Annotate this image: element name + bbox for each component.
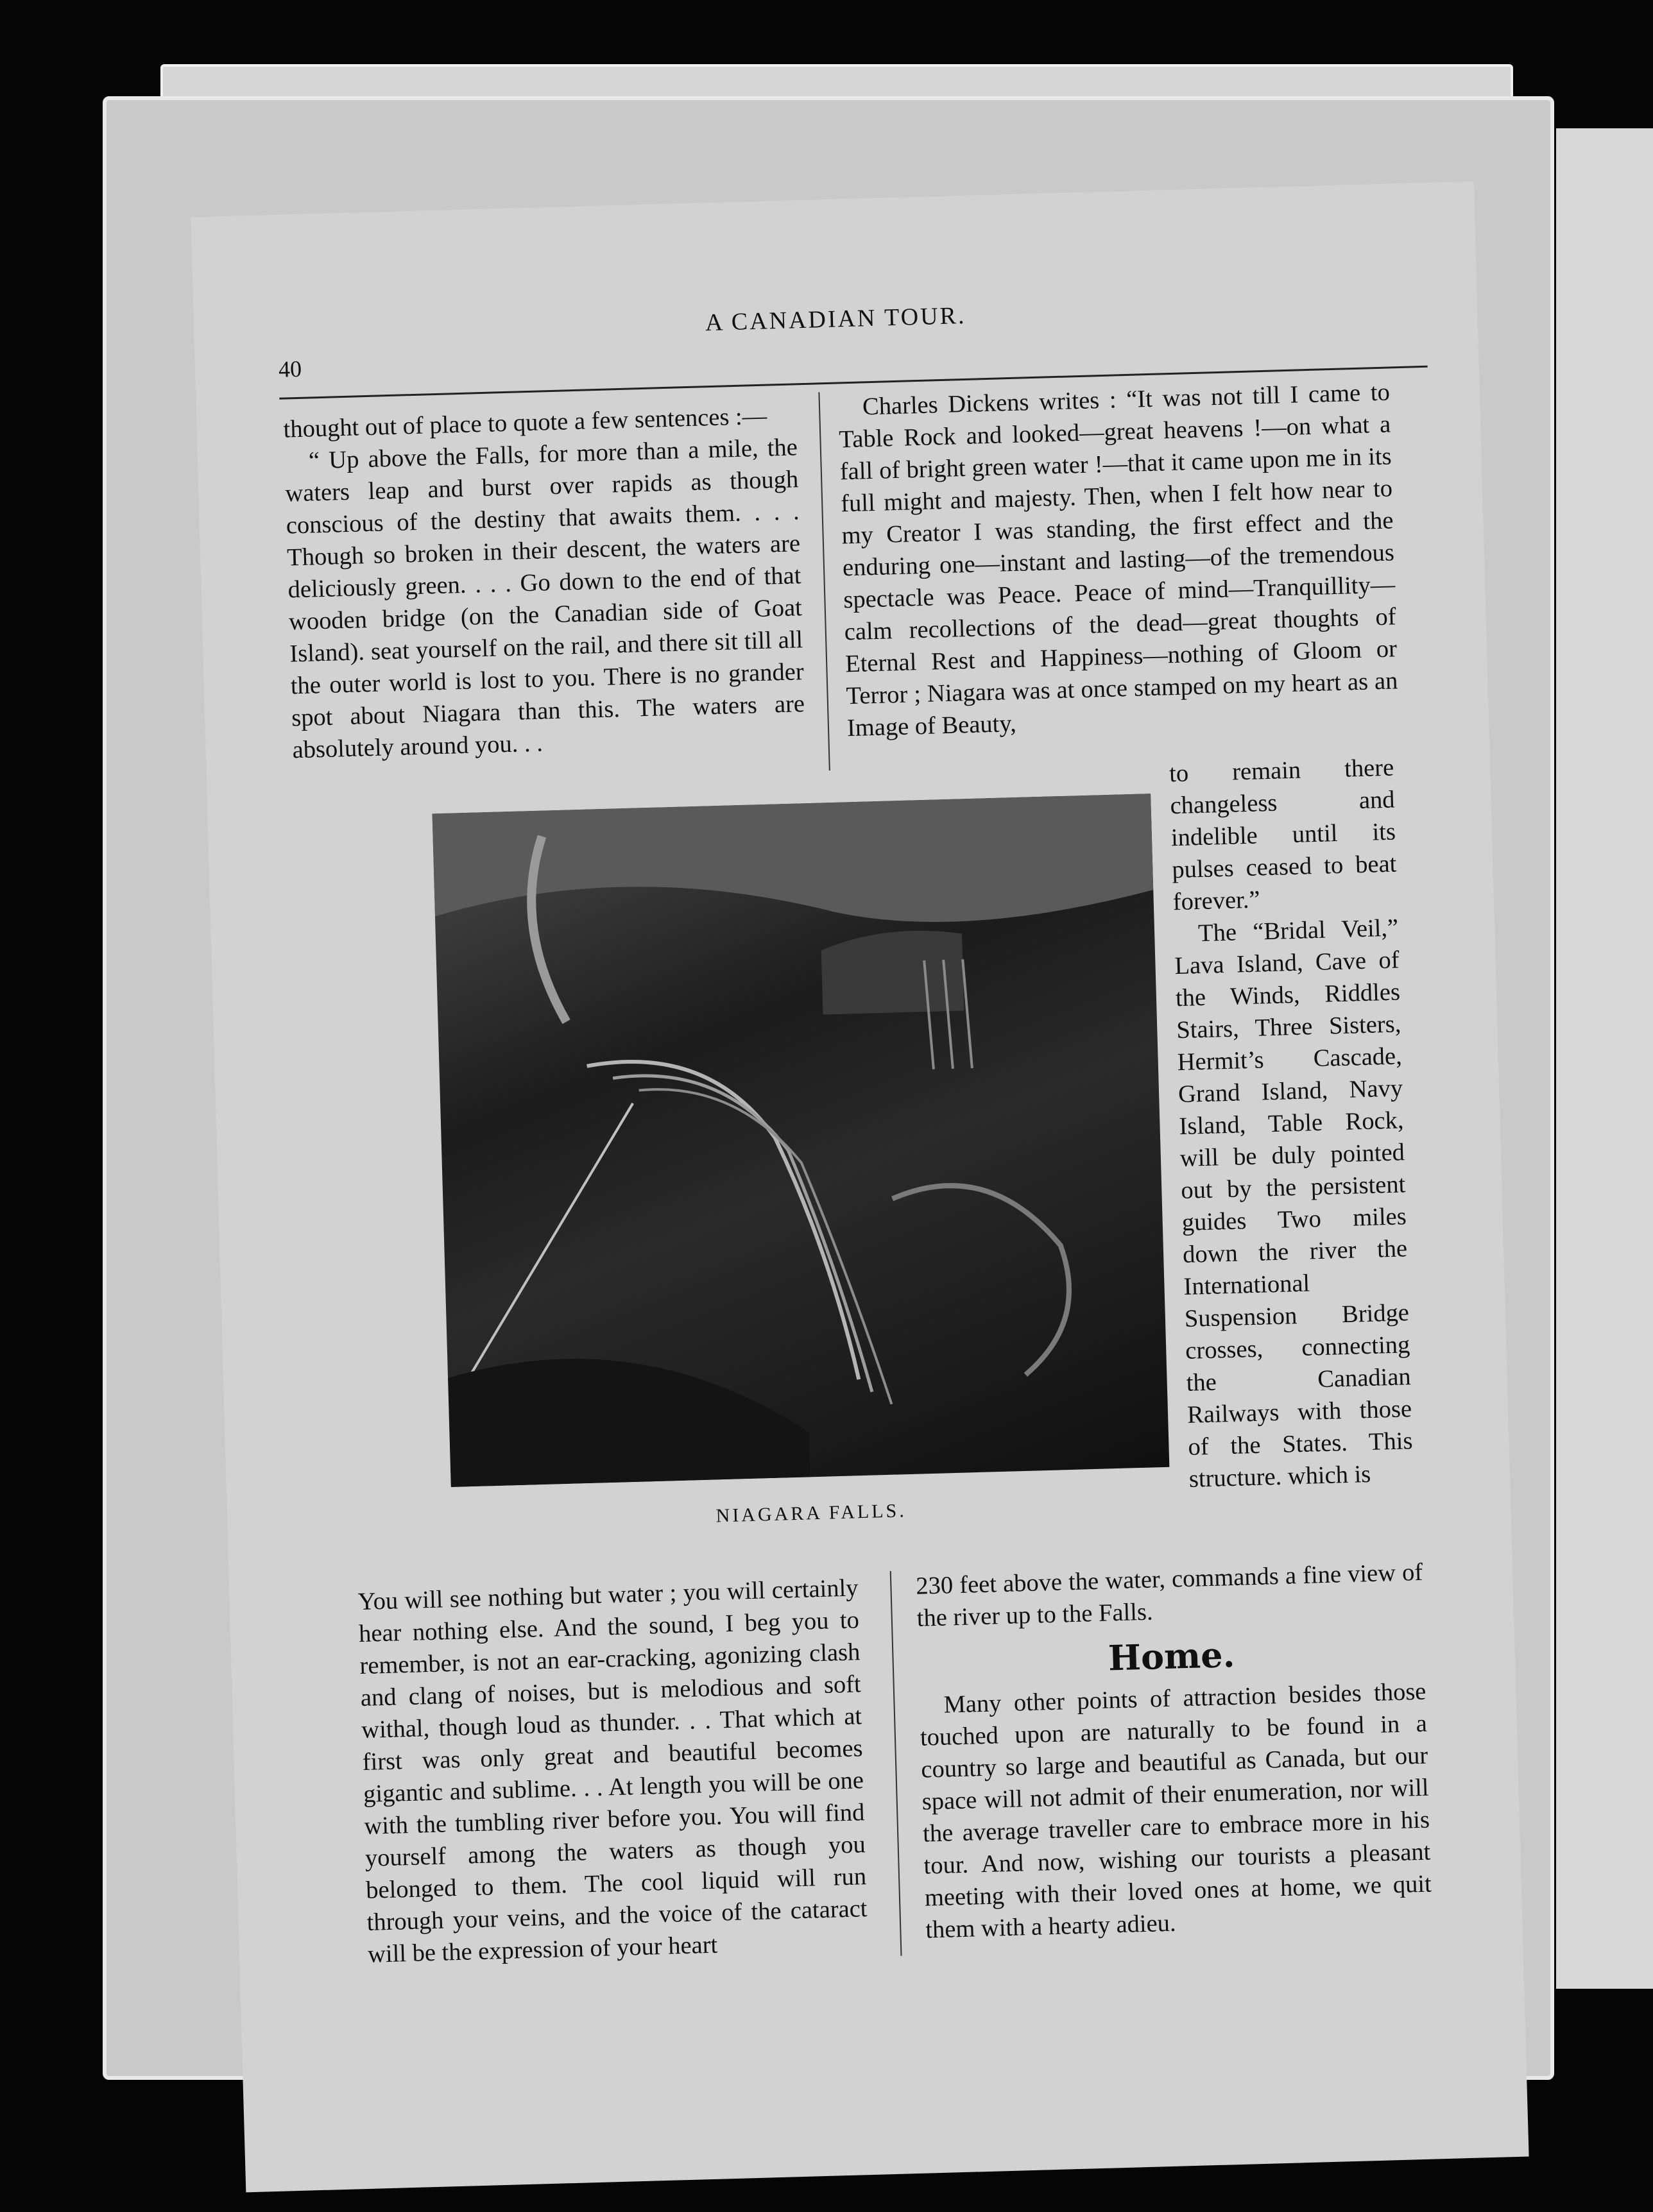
engraving-illustration [433, 794, 1170, 1487]
scanned-page [191, 182, 1529, 2193]
paragraph: to remain there changeless and indelible until its pulses ceased to beat forever.” [1169, 754, 1397, 916]
dickens-quote-paragraph: Charles Dickens writes : “It was not till I came to Table Rock and looked—great heavens !—on what a fall of bright green water !—that it came upon me in its full might and majesty. Then, when I felt how near to my Creator I was standing, the first effect and the enduring one—instant and lasting—of the tremendous spectacle was Peace. Peace of mind—Tranquillity—calm recollections of the dead—great thoughts of Eternal Rest and Happiness—nothing of Gloom or Terror ; Niagara was at once stamped on my heart as an Image of Beauty, [838, 379, 1398, 742]
niagara-falls-engraving [433, 794, 1170, 1487]
top-right-column [837, 376, 1399, 744]
bottom-right-column [916, 1556, 1433, 1946]
running-head: A CANADIAN TOUR. [705, 302, 967, 337]
quotation-paragraph: “ Up above the Falls, for more than a mile, the waters leap and burst over rapids as though conscious of the destiny that awaits them. . . . Though so broken in their descent, the waters are deliciously green. . . . Go down to the end of that wooden bridge (on the Canadian side of Goat Island). seat yourself on the rail, and there sit till all the outer world is lost to you. There is no grander spot about Niagara than this. The waters are absolutely around you. . . [284, 434, 805, 764]
paragraph: The “Bridal Veil,” Lava Island, Cave of the Winds, Riddles Stairs, Three Sisters, Hermit’s Cascade, Grand Island, Navy Island, Table Rock, will be duly pointed out by the persistent guides Two miles down the river the International Suspension Bridge crosses, connecting the Canadian Railways with those of the States. This structure. which is [1174, 914, 1413, 1493]
bottom-left-column [357, 1572, 868, 1971]
page-number: 40 [278, 355, 302, 382]
column-divider [890, 1571, 902, 1956]
column-divider [818, 392, 830, 770]
figure-caption: NIAGARA FALLS. [715, 1500, 907, 1527]
paragraph: You will see nothing but water ; you will certainly hear nothing else. And the sound, I beg you to remember, is not an ear-cracking, agonizing clash and clang of noises, but is melodious and soft withal, though loud as thunder. . . That which at first was only great and beautiful becomes gigantic and sublime. . . At length you will be one with the tumbling river before you. You will find yourself among the waters as though you belonged to them. The cool liquid will run through your veins, and the voice of the cataract will be the expression of your heart [357, 1574, 868, 1968]
top-left-column [283, 399, 806, 766]
facing-page-edge [1556, 128, 1653, 1989]
section-heading: Home. [1108, 1633, 1236, 1679]
paragraph: thought out of place to quote a few sentences :— [283, 402, 767, 443]
paragraph: Many other points of attraction besides those touched upon are naturally to be found in a country so large and beautiful as Canada, but our space will not admit of their enumeration, nor will the average traveller care to embrace more in his tour. And now, wishing our tourists a pleasant meeting with their loved ones at home, we quit them with a hearty adieu. [920, 1678, 1432, 1944]
wrap-around-column [1169, 752, 1414, 1495]
paragraph: 230 feet above the water, commands a fine view of the river up to the Falls. [915, 1558, 1423, 1632]
